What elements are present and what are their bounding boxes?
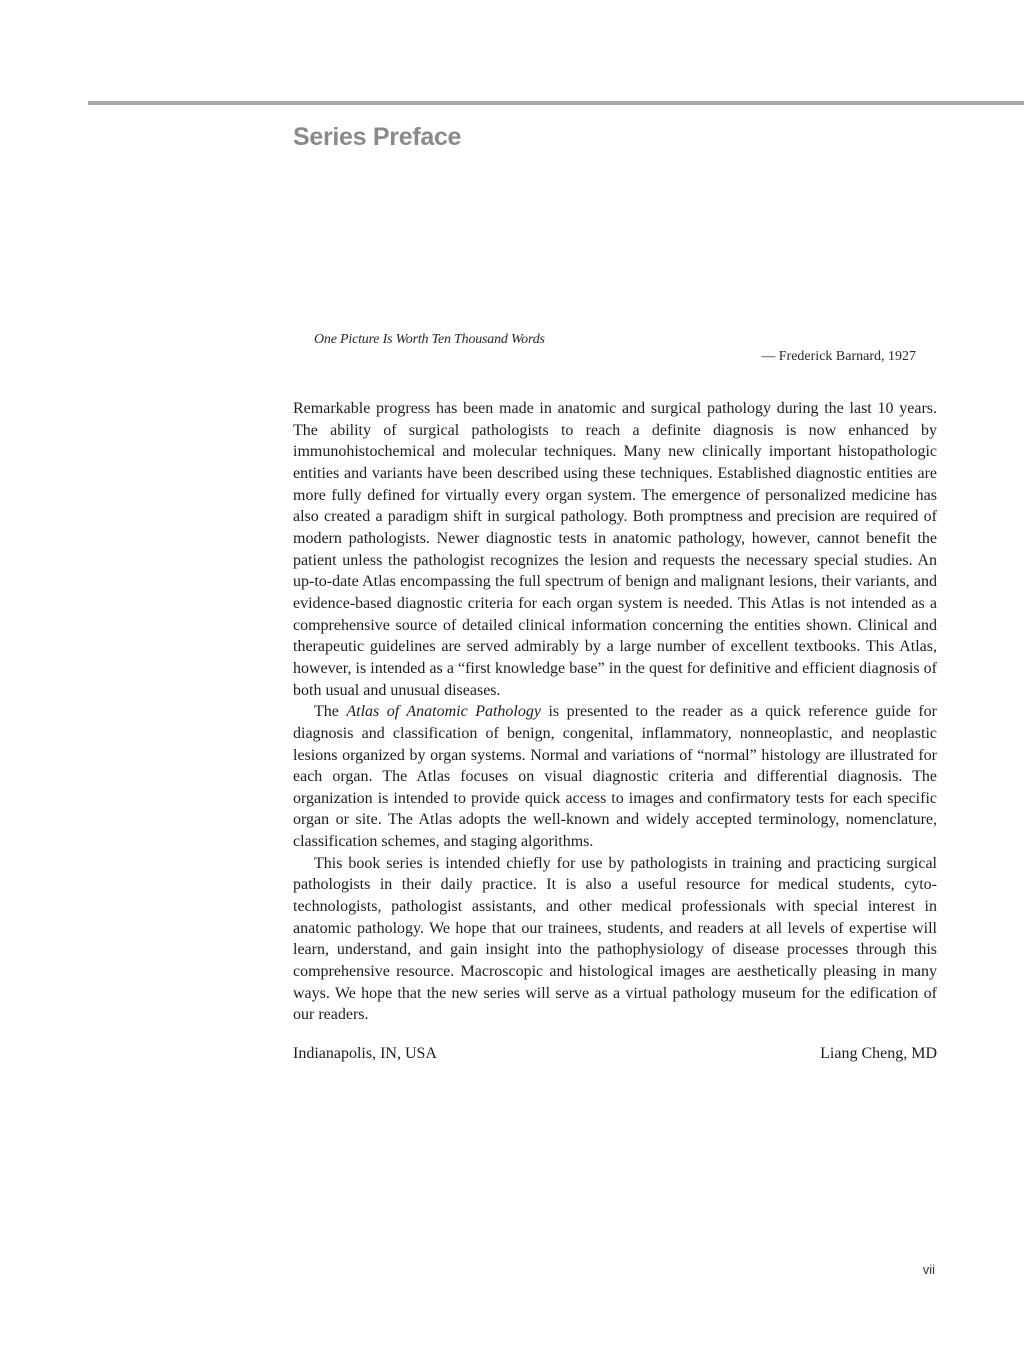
preface-body <box>293 398 937 1026</box>
signature-author: Liang Cheng, MD <box>820 1045 937 1062</box>
book-title: Atlas of Anatomic Pathology <box>346 703 541 721</box>
paragraph-1: Remarkable progress has been made in anatomic and surgical pathology during the last 10 years. The ability of surgical pathologists to reach a definite diagnosis is now enhanced by immunohistochemical and molecular techniques. Many new clinically important histopathologic entities and variants have been described using these techniques. Established diagnostic entities are more fully defined for virtually every organ system. The emergence of personalized medicine has also created a paradigm shift in surgical pathology. Both promptness and precision are required of modern pathologists. Newer diagnostic tests in anatomic pathology, however, cannot benefit the patient unless the pathologist recognizes the lesion and requests the necessary special studies. An up-to-date Atlas encompassing the full spectrum of benign and malignant lesions, their variants, and evidence-based diagnostic criteria for each organ system is needed. This Atlas is not intended as a comprehensive source of detailed clinical information concerning the entities shown. Clinical and therapeutic guidelines are served admirably by a large number of excellent textbooks. This Atlas, however, is intended as a “first knowledge base” in the quest for definitive and efficient diagnosis of both usual and unusual diseases. <box>293 400 937 699</box>
page-number: vii <box>922 1262 935 1277</box>
section-title: Series Preface <box>293 123 462 151</box>
paragraph-2-rest: is presented to the reader as a quick reference guide for diagnosis and classification of benign, congenital, inflammatory, nonneoplastic, and neoplastic lesions organized by organ systems. Normal and variations of “normal” histology are illustrated for each organ. The Atlas focuses on visual diagnostic criteria and differential diagnosis. The organization is intended to provide quick access to images and confirmatory tests for each specific organ or site. The Atlas adopts the well-known and widely accepted terminology, nomenclature, classification schemes, and staging algorithms. <box>293 703 937 851</box>
paragraph-2-lead: The <box>314 703 347 721</box>
top-divider-rule <box>88 101 1024 105</box>
epigraph-quote: One Picture Is Worth Ten Thousand Words <box>314 332 545 347</box>
signature-row <box>293 1043 937 1065</box>
paragraph-2 <box>293 701 937 853</box>
paragraph-3: This book series is intended chiefly for use by pathologists in training and practicing surgical pathologists in their daily practice. It is also a useful resource for medical students, cytotechnologists, pathologist assistants, and other medical professionals with special interest in anatomic pathology. We hope that our trainees, students, and readers at all levels of expertise will learn, understand, and gain insight into the pathophysiology of disease processes through this comprehensive resource. Macroscopic and histological images are aesthetically pleasing in many ways. We hope that the new series will serve as a virtual pathology museum for the edification of our readers. <box>293 854 937 1024</box>
signature-location: Indianapolis, IN, USA <box>293 1045 437 1062</box>
epigraph-attribution: — Frederick Barnard, 1927 <box>761 349 916 364</box>
